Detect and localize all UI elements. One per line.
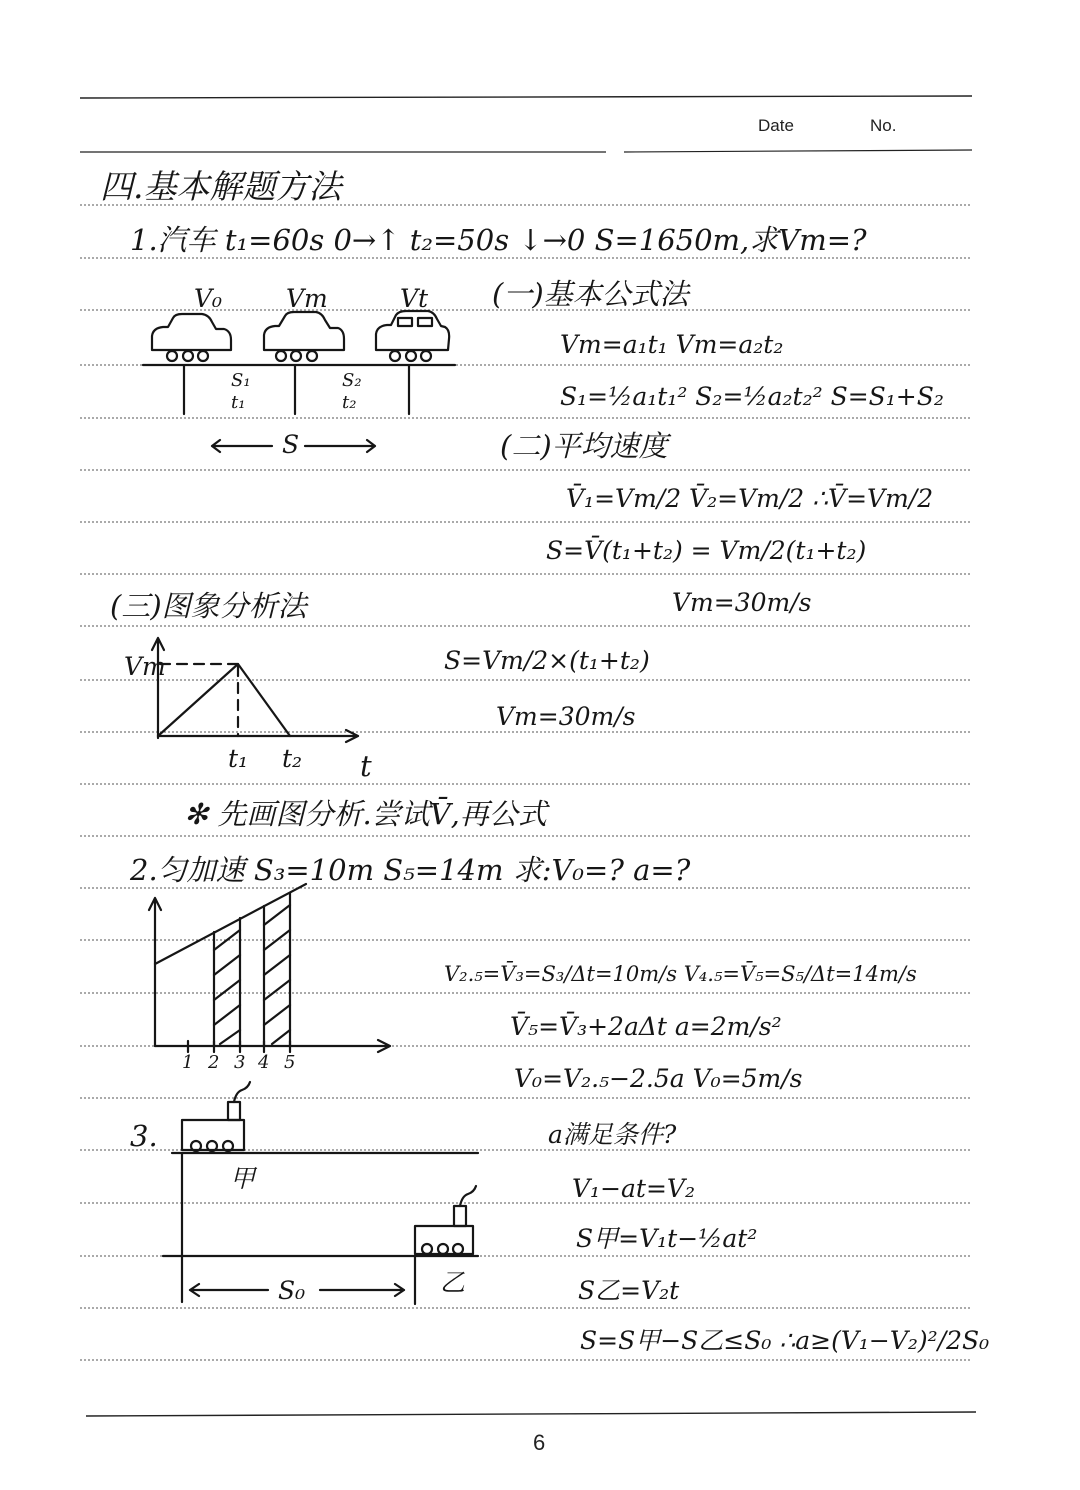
no-label: No. (870, 116, 897, 135)
method-3-line-1: S=Vm/2×(t₁+t₂) (444, 646, 650, 675)
problem-3-line-4: S乙=V₂t (578, 1276, 680, 1305)
problem-3-line-1: a满足条件? (548, 1120, 677, 1149)
car-2-drawing (264, 312, 344, 361)
graph-t2-label: t₂ (282, 744, 303, 773)
method-1-line-1: Vm=a₁t₁ Vm=a₂t₂ (560, 330, 784, 359)
total-distance-label: S (282, 430, 300, 459)
header-top-rule (80, 96, 972, 98)
section-title: 四.基本解题方法 (100, 167, 342, 206)
method-2-title: (二)平均速度 (500, 429, 668, 463)
problem-2-statement: 2.匀加速 S₃=10m S₅=14m 求:V₀=? a=? (130, 853, 691, 887)
method-2-line-2: S=V̄(t₁+t₂) = Vm/2(t₁+t₂) (546, 536, 867, 565)
footer-rule (86, 1412, 976, 1416)
problem-3-line-5: S=S甲−S乙≤S₀ ∴a≥(V₁−V₂)²/2S₀ (580, 1326, 990, 1355)
car-diagram (143, 311, 455, 452)
uniform-accel-graph (149, 884, 390, 1052)
car-label-vm: Vm (286, 284, 328, 313)
graph-t1-label: t₁ (228, 744, 249, 773)
method-1-line-2: S₁=½a₁t₁² S₂=½a₂t₂² S=S₁+S₂ (560, 382, 944, 411)
problem-2-line-1: V₂.₅=V̄₃=S₃/Δt=10m/s V₄.₅=V̄₅=S₅/Δt=14m/s (444, 962, 917, 986)
method-1-title: (一)基本公式法 (492, 277, 689, 311)
date-label: Date (758, 116, 794, 135)
problem-3-number: 3. (130, 1119, 158, 1153)
problem-2-line-2: V̄₅=V̄₃+2aΔt a=2m/s² (510, 1012, 782, 1041)
graph-y-label-vm: Vm (124, 652, 166, 681)
axis-tick-3: 3 (234, 1052, 246, 1073)
car-3-drawing (376, 311, 449, 361)
initial-gap-label: S₀ (278, 1276, 306, 1305)
axis-tick-4: 4 (258, 1052, 270, 1073)
header-rule-right (624, 150, 972, 152)
car-label-vt: Vt (400, 284, 429, 313)
ruled-lines (80, 205, 972, 1360)
method-2-line-3: Vm=30m/s (672, 588, 812, 617)
train-jia-label: 甲 (230, 1164, 256, 1193)
axis-tick-1: 1 (182, 1052, 194, 1073)
train-jia-drawing (182, 1082, 250, 1151)
trains-diagram (163, 1082, 478, 1304)
segment-2-t2: t₂ (342, 392, 357, 413)
train-yi-label: 乙 (440, 1268, 466, 1297)
graph-t-axis-label: t (360, 749, 372, 783)
car-label-v0: V₀ (194, 284, 223, 313)
page-number: 6 (533, 1430, 546, 1455)
method-3-title: (三)图象分析法 (110, 589, 307, 623)
segment-1-s1: S₁ (231, 370, 251, 391)
segment-1-t1: t₁ (231, 392, 246, 413)
problem-3-line-3: S甲=V₁t−½at² (576, 1224, 758, 1253)
problem-1-statement: 1.汽车 t₁=60s 0→↑ t₂=50s ↓→0 S=1650m,求Vm=? (130, 223, 867, 257)
train-yi-drawing (415, 1186, 476, 1254)
problem-2-line-3: V₀=V₂.₅−2.5a V₀=5m/s (514, 1064, 803, 1093)
tip-note: ✻ 先画图分析.尝试V̄,再公式 (184, 797, 547, 831)
problem-3-line-2: V₁−at=V₂ (572, 1174, 695, 1203)
method-2-line-1: V̄₁=Vm/2 V̄₂=Vm/2 ∴V̄=Vm/2 (566, 484, 934, 513)
car-1-drawing (152, 314, 231, 361)
method-3-line-2: Vm=30m/s (496, 702, 636, 731)
segment-2-s2: S₂ (342, 370, 362, 391)
axis-tick-2: 2 (208, 1052, 220, 1073)
axis-tick-5: 5 (284, 1052, 296, 1073)
vt-triangle-graph (152, 638, 358, 742)
